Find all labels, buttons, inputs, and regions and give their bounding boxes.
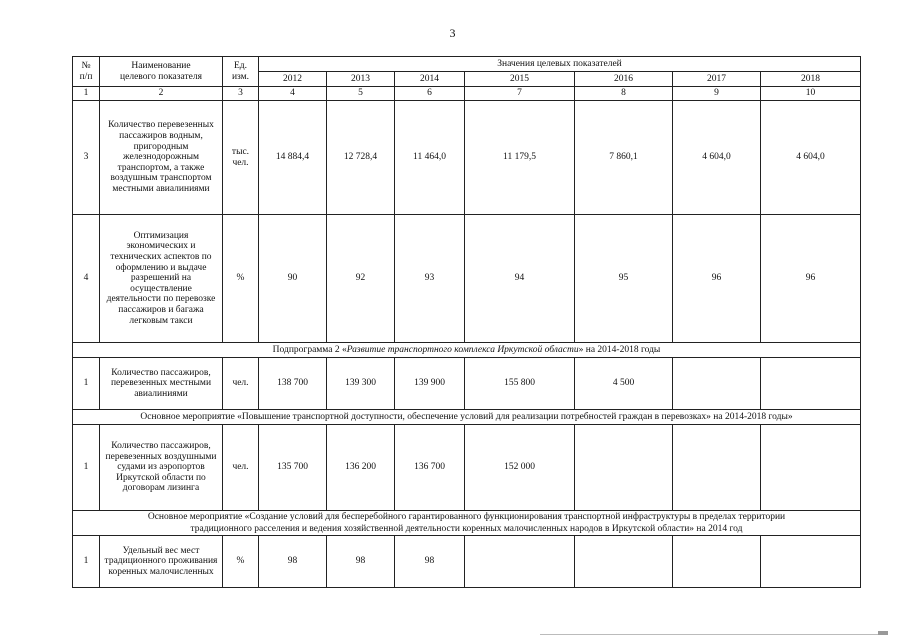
row-value <box>575 536 673 588</box>
header-year: 2012 <box>259 72 327 87</box>
col-number: 3 <box>223 87 259 101</box>
main-activity-heading-line1: Основное мероприятие «Создание условий для бесперебойного гарантированного функционирования транспортной инфраструктуры в пределах территории <box>147 512 786 522</box>
header-year: 2014 <box>395 72 465 87</box>
header-unit-line1: Ед. <box>233 60 247 71</box>
row-value: 95 <box>575 215 673 343</box>
row-num: 4 <box>73 215 100 343</box>
row-indicator-name: Оптимизация экономических и технических аспектов по оформлению и выдаче разрешений на осуществление деятельности по перевозке пассажиров и багажа легковым такси <box>100 215 223 343</box>
row-value: 92 <box>327 215 395 343</box>
row-value: 98 <box>259 536 327 588</box>
row-value: 12 728,4 <box>327 101 395 215</box>
table-row <box>73 536 861 588</box>
scan-edge-mark <box>878 631 888 635</box>
scan-edge-line <box>540 634 880 635</box>
col-number: 8 <box>575 87 673 101</box>
page-number: 3 <box>449 26 456 40</box>
row-value <box>465 536 575 588</box>
section-row <box>73 410 861 425</box>
header-year: 2018 <box>761 72 861 87</box>
row-value: 139 300 <box>327 358 395 410</box>
row-value: 96 <box>761 215 861 343</box>
row-value: 135 700 <box>259 425 327 511</box>
row-value <box>761 425 861 511</box>
row-num: 1 <box>73 425 100 511</box>
section-row <box>73 511 861 536</box>
header-num <box>73 57 100 87</box>
main-activity-heading: Основное мероприятие «Повышение транспортной доступности, обеспечение условий для реализации потребностей граждан в перевозках» на 2014-2018 годы» <box>73 410 861 425</box>
row-unit: % <box>223 215 259 343</box>
row-value <box>761 358 861 410</box>
row-unit: чел. <box>223 425 259 511</box>
row-indicator-name: Количество перевезенных пассажиров водным, пригородным железнодорожным транспортом, а также воздушным транспортом местными авиалиниями <box>100 101 223 215</box>
row-value <box>673 536 761 588</box>
header-row-top <box>73 57 861 72</box>
row-value: 155 800 <box>465 358 575 410</box>
subprogram-prefix: Подпрограмма 2 « <box>272 344 347 355</box>
header-year: 2016 <box>575 72 673 87</box>
main-activity-heading-line2: традиционного расселения и ведения хозяйственной деятельности коренных малочисленных народов в Иркутской области» на 2014 год <box>190 524 743 534</box>
header-unit <box>223 57 259 87</box>
col-number: 7 <box>465 87 575 101</box>
header-name-line1: Наименование <box>131 60 191 71</box>
row-value: 98 <box>327 536 395 588</box>
row-value: 94 <box>465 215 575 343</box>
header-name-line2: целевого показателя <box>120 71 202 82</box>
row-value: 4 500 <box>575 358 673 410</box>
target-indicators-table <box>72 56 861 588</box>
row-indicator-name: Количество пассажиров, перевезенных местными авиалиниями <box>100 358 223 410</box>
row-value: 90 <box>259 215 327 343</box>
row-value: 96 <box>673 215 761 343</box>
table-row <box>73 358 861 410</box>
section-row <box>73 343 861 358</box>
header-unit-line2: изм. <box>231 71 250 82</box>
row-num: 1 <box>73 536 100 588</box>
header-row-col-numbers <box>73 87 861 101</box>
row-value: 136 200 <box>327 425 395 511</box>
table-row <box>73 215 861 343</box>
table-row <box>73 101 861 215</box>
row-value: 93 <box>395 215 465 343</box>
col-number: 9 <box>673 87 761 101</box>
row-value: 152 000 <box>465 425 575 511</box>
main-activity-heading <box>73 511 861 536</box>
row-value: 7 860,1 <box>575 101 673 215</box>
row-value: 4 604,0 <box>761 101 861 215</box>
header-values: Значения целевых показателей <box>259 57 861 72</box>
row-value <box>673 425 761 511</box>
header-name <box>100 57 223 87</box>
row-value <box>575 425 673 511</box>
row-value: 98 <box>395 536 465 588</box>
subprogram-heading <box>73 343 861 358</box>
col-number: 4 <box>259 87 327 101</box>
row-num: 3 <box>73 101 100 215</box>
col-number: 2 <box>100 87 223 101</box>
col-number: 10 <box>761 87 861 101</box>
row-value: 14 884,4 <box>259 101 327 215</box>
row-value <box>673 358 761 410</box>
subprogram-title: Развитие транспортного комплекса Иркутской области <box>346 344 579 355</box>
row-value: 139 900 <box>395 358 465 410</box>
header-year: 2013 <box>327 72 395 87</box>
row-value: 4 604,0 <box>673 101 761 215</box>
row-indicator-name: Удельный вес мест традиционного проживания коренных малочисленных <box>100 536 223 588</box>
subprogram-suffix: » на 2014-2018 годы <box>578 344 661 355</box>
row-unit: тыс. чел. <box>223 101 259 215</box>
header-year: 2015 <box>465 72 575 87</box>
col-number: 1 <box>73 87 100 101</box>
row-value: 136 700 <box>395 425 465 511</box>
header-year: 2017 <box>673 72 761 87</box>
row-indicator-name: Количество пассажиров, перевезенных воздушными судами из аэропортов Иркутской области по договорам лизинга <box>100 425 223 511</box>
row-unit: % <box>223 536 259 588</box>
row-num: 1 <box>73 358 100 410</box>
row-value: 11 179,5 <box>465 101 575 215</box>
row-value: 11 464,0 <box>395 101 465 215</box>
header-num-line2: п/п <box>79 71 93 82</box>
col-number: 5 <box>327 87 395 101</box>
row-unit: чел. <box>223 358 259 410</box>
table-row <box>73 425 861 511</box>
col-number: 6 <box>395 87 465 101</box>
row-value: 138 700 <box>259 358 327 410</box>
row-value <box>761 536 861 588</box>
header-num-line1: № <box>81 60 91 71</box>
